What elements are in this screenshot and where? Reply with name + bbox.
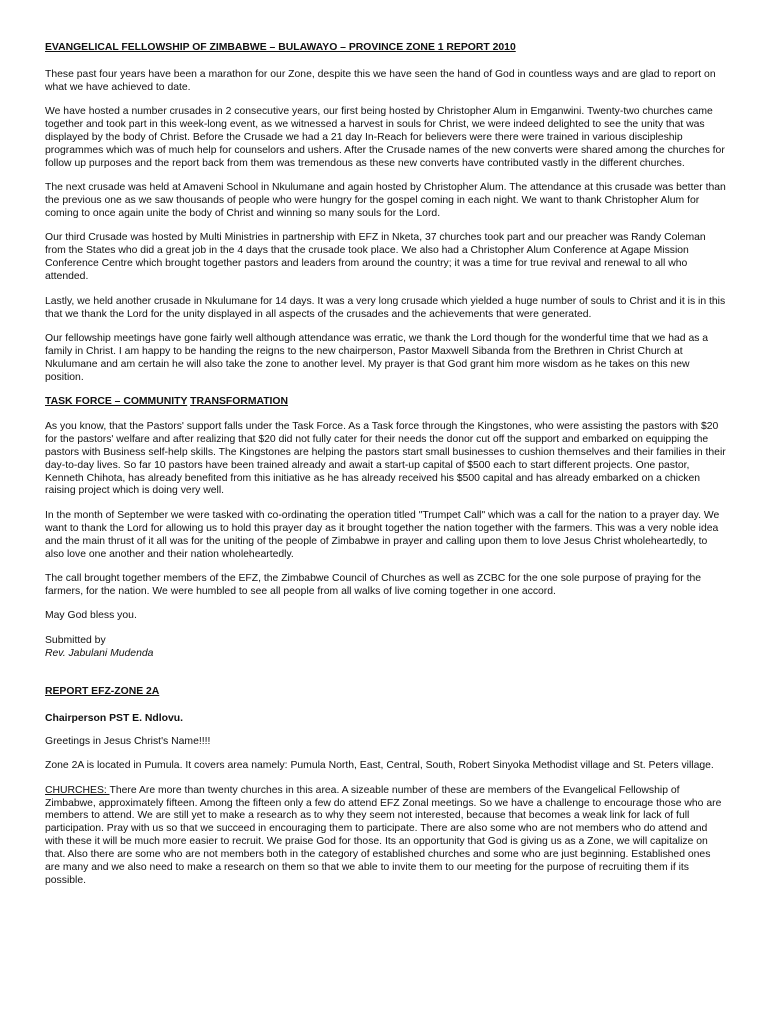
report-title-zone-2a: REPORT EFZ-ZONE 2A	[45, 686, 160, 698]
paragraph-call-brought-together: The call brought together members of the EFZ, the Zimbabwe Council of Churches as well as ZCBC for the one sole purpose of praying for the farmers, for the nation. We were humbled to see all people from all walks of live coming together in one accord.	[45, 573, 702, 597]
paragraph-trumpet-call: In the month of September we were tasked with co-ordinating the operation titled "Trumpet Call" which was a call for the nation to a prayer day. We want to thank the Lord for allowing us to hold this prayer day as it brought together the nation together with the farmers. This was a very noble idea and the main thrust of it all was for the uniting of the people of Zimbabwe in prayer and calling upon them to love Jesus Christ wholeheartedly, to also love one another and their nation wholeheartedly.	[45, 509, 720, 560]
paragraph-intro: These past four years have been a marathon for our Zone, despite this we have seen the hand of God in countless ways and are glad to report on what we have achieved to date.	[45, 68, 716, 93]
paragraph-fellowship-meetings: Our fellowship meetings have gone fairly well although attendance was erratic, we thank the Lord though for the wonderful time that we had as a family in Christ. I am happy to be handing the reigns to the new chairperson, Pastor Maxwell Sibanda from the Brethren in Christ Church at Nkulumane and am certain he will also take the zone to another level. My prayer is that God grant him more wisdom as he takes on this new position.	[45, 332, 709, 383]
paragraph-last-crusade: Lastly, we held another crusade in Nkulumane for 14 days. It was a very long crusade which yielded a huge number of souls to Christ and it is in this that we thank the Lord for the unity displayed in all aspects of the crusades and the achievements that were generated.	[45, 295, 726, 320]
greeting-line: Greetings in Jesus Christ's Name!!!!	[45, 735, 211, 747]
paragraph-pastors-support: As you know, that the Pastors' support falls under the Task Force. As a Task force through the Kingstones, who were assisting the pastors with $20 for the pastors' welfare and after realizing that $20 did not fully cater for their needs the donor cut off the support and embarked on equipping the pastors with Business self-help skills. The Kingstones are helping the pastors start small businesses to cushion themselves and their families in their day-to-day lives. So far 10 pastors have been trained already and await a start-up capital of $500 each to start different projects. One pastor, Kenneth Chihota, has already benefited from this initiative as he has already received his $500 capital and has already embarked on a chicken raising project which is doing very well.	[45, 420, 726, 497]
paragraph-zone-location: Zone 2A is located in Pumula. It covers area namely: Pumula North, East, Central, South, Robert Sinyoka Methodist village and St. Peters village.	[45, 760, 714, 772]
submitted-by-label: Submitted by	[45, 634, 106, 646]
signatory-name: Rev. Jabulani Mudenda	[45, 647, 154, 659]
task-force-heading-part-a: TASK FORCE – COMMUNITY	[45, 396, 188, 408]
section-gap	[45, 672, 728, 686]
paragraph-third-crusade: Our third Crusade was hosted by Multi Ministries in partnership with EFZ in Nketa, 37 churches took part and our preacher was Randy Coleman from the States who did a great job in the 4 days that the crusade took place. We also had a Christopher Alum Conference at Agape Mission Conference Centre which brought together pastors and leaders from around the country; it was a time for true revival and renewal to all who attended.	[45, 232, 706, 283]
task-force-heading-part-b: TRANSFORMATION	[190, 396, 289, 408]
paragraph-blessing: May God bless you.	[45, 610, 137, 622]
paragraph-first-crusade: We have hosted a number crusades in 2 consecutive years, our first being hosted by Christopher Alum in Emganwini. Twenty-two churches came together and took part in this week-long event, as we witnessed a harvest in souls for Christ, we were indeed delighted to see the unity that was displayed by the body of Christ. Before the Crusade we had a 21 day In-Reach for believers were there were trained in various discipleship programmes which was of much help for counselors and ushers. After the Crusade names of the new converts were shared among the churches for follow up purposes and the report back from them was tremendous as these new converts have contributed vastly in the different churches.	[45, 106, 725, 169]
paragraph-second-crusade: The next crusade was held at Amaveni School in Nkulumane and again hosted by Christopher Alum. The attendance at this crusade was better than the previous one as we saw thousands of people who were hungry for the gospel coming in each night. We want to thank Christopher Alum for coming to once again unite the body of Christ and winning so many souls for the Lord.	[45, 182, 726, 220]
chairperson-line: Chairperson PST E. Ndlovu.	[45, 712, 183, 724]
churches-label: CHURCHES:	[45, 784, 110, 796]
churches-text: There Are more than twenty churches in this area. A sizeable number of these are members of the Evangelical Fellowship of Zimbabwe, approximately fifteen. Among the fifteen only a few do attend EFZ Zonal meetings. So we have a challenge to encourage those who are members to attend. We are still yet to make a research as to why they seem not interested, because that becomes a weak link for lack of full participation. Pray with us so that we succeed in encouraging them to participate. There are also some who are not members who do attend and with these it will be much more easier to recruit. We praise God for those. Its an opportunity that God is giving us as a Zone, we will capitalize on that. Also there are some who are not members both in the category of established churches and some who are just beginning. Established ones are many and we also need to make a research on them so that we able to invite them to our meeting for the purpose of recruiting them if its possible.	[45, 784, 722, 886]
paragraph-churches	[45, 785, 728, 888]
report-title-zone-1: EVANGELICAL FELLOWSHIP OF ZIMBABWE – BULAWAYO – PROVINCE ZONE 1 REPORT 2010	[45, 42, 516, 53]
task-force-heading	[45, 396, 728, 409]
